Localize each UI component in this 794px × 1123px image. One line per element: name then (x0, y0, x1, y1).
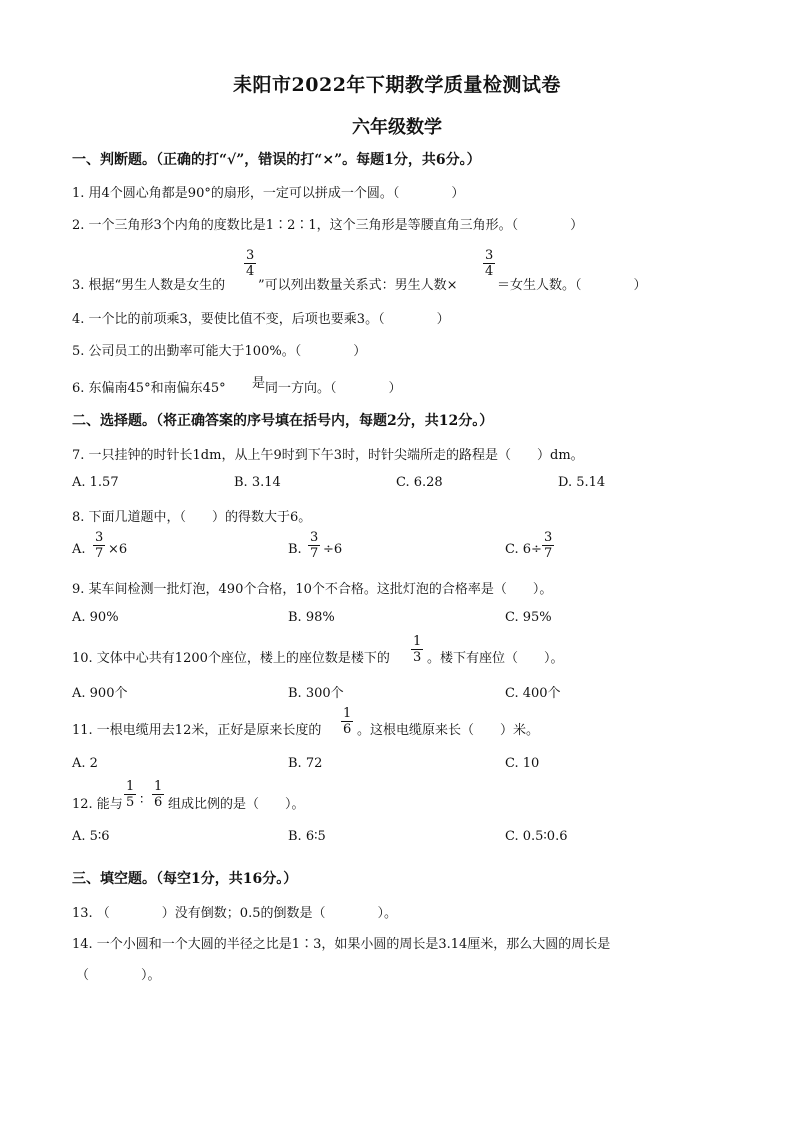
section-heading-fill: 三、填空题。（每空1分，共16分。） (72, 871, 298, 887)
fraction-denominator: 7 (95, 546, 104, 561)
question-10-option-c: C. 400个 (505, 686, 561, 701)
question-8-option-a-fraction (93, 530, 105, 561)
question-11-fraction (341, 706, 353, 737)
question-9-option-c: C. 95% (505, 610, 552, 625)
fraction-denominator: 6 (154, 795, 163, 810)
fraction-numerator: 1 (154, 779, 163, 794)
fraction-denominator: 3 (413, 650, 422, 665)
question-6-part-b: 是 (252, 376, 266, 391)
question-2: 2. 一个三角形3个内角的度数比是1∶2∶1，这个三角形是等腰直角三角形。（ ） (72, 218, 584, 233)
fraction-denominator: 7 (310, 546, 319, 561)
question-9: 9. 某车间检测一批灯泡，490个合格，10个不合格。这批灯泡的合格率是（ ）。 (72, 582, 553, 597)
question-11-option-b: B. 72 (288, 756, 323, 771)
question-6-part-c: 同一方向。（ ） (265, 381, 402, 396)
page-title: 耒阳市2022年下期教学质量检测试卷 (233, 74, 561, 96)
question-8-option-c-label: C. 6÷ (505, 542, 542, 557)
question-12-option-b: B. 6∶5 (288, 829, 326, 844)
question-3-fraction-1 (244, 248, 256, 279)
question-8-option-b-op: ÷6 (323, 542, 343, 557)
question-7-option-b: B. 3.14 (234, 475, 281, 490)
question-10-part-b: 。楼下有座位（ ）。 (427, 651, 564, 666)
question-12-fraction-2 (152, 779, 164, 810)
question-10-option-a: A. 900个 (72, 686, 128, 701)
fraction-numerator: 3 (544, 530, 553, 545)
question-10-fraction (411, 634, 423, 665)
question-3-part-c: ＝女生人数。（ ） (497, 278, 647, 293)
question-10-option-b: B. 300个 (288, 686, 344, 701)
question-4: 4. 一个比的前项乘3，要使比值不变，后项也要乘3。（ ） (72, 312, 450, 327)
question-8-option-a-op: ×6 (108, 542, 128, 557)
fraction-numerator: 3 (95, 530, 104, 545)
fraction-denominator: 5 (126, 795, 135, 810)
question-9-option-b: B. 98% (288, 610, 335, 625)
question-8-option-a-label: A. (72, 542, 86, 557)
fraction-numerator: 3 (246, 248, 255, 263)
fraction-denominator: 4 (485, 264, 494, 279)
question-7-option-d: D. 5.14 (558, 475, 606, 490)
page-subtitle: 六年级数学 (352, 117, 442, 138)
question-3-part-b: ”可以列出数量关系式：男生人数× (258, 278, 458, 293)
question-11-part-a: 11. 一根电缆用去12米，正好是原来长度的 (72, 723, 322, 738)
question-9-option-a: A. 90% (72, 610, 119, 625)
section-heading-judgment: 一、判断题。（正确的打“√”，错误的打“×”。每题1分，共6分。） (72, 152, 481, 168)
section-heading-choice: 二、选择题。（将正确答案的序号填在括号内，每题2分，共12分。） (72, 413, 494, 429)
fraction-denominator: 7 (544, 546, 553, 561)
question-12-option-c: C. 0.5∶0.6 (505, 829, 568, 844)
question-12-part-a: 12. 能与 (72, 797, 123, 812)
question-12-option-a: A. 5∶6 (72, 829, 110, 844)
fraction-numerator: 1 (413, 634, 422, 649)
question-8-option-b-label: B. (288, 542, 302, 557)
fraction-denominator: 6 (343, 722, 352, 737)
question-12-colon: ∶ (140, 793, 144, 808)
fraction-numerator: 1 (343, 706, 352, 721)
fraction-numerator: 3 (485, 248, 494, 263)
question-8: 8. 下面几道题中，（ ）的得数大于6。 (72, 510, 312, 525)
question-10-part-a: 10. 文体中心共有1200个座位，楼上的座位数是楼下的 (72, 651, 390, 666)
question-1: 1. 用4个圆心角都是90°的扇形，一定可以拼成一个圆。（ ） (72, 186, 465, 201)
fraction-denominator: 4 (246, 264, 255, 279)
question-6-part-a: 6. 东偏南45°和南偏东45° (72, 381, 226, 396)
question-7: 7. 一只挂钟的时针长1dm，从上午9时到下午3时，时针尖端所走的路程是（ ）dm。 (72, 448, 584, 463)
question-14-line-1: 14. 一个小圆和一个大圆的半径之比是1∶3，如果小圆的周长是3.14厘米，那么大圆的周长是 (72, 937, 611, 952)
question-5: 5. 公司员工的出勤率可能大于100%。（ ） (72, 344, 367, 359)
question-8-option-c-fraction (542, 530, 554, 561)
question-3-fraction-2 (483, 248, 495, 279)
question-12-fraction-1 (124, 779, 136, 810)
question-7-option-a: A. 1.57 (72, 475, 119, 490)
question-12-part-b: 组成比例的是（ ）。 (168, 797, 305, 812)
fraction-numerator: 1 (126, 779, 135, 794)
question-8-option-b-fraction (308, 530, 320, 561)
question-3-part-a: 3. 根据“男生人数是女生的 (72, 278, 226, 293)
question-14-line-2: （ ）。 (76, 968, 161, 983)
fraction-numerator: 3 (310, 530, 319, 545)
question-7-option-c: C. 6.28 (396, 475, 443, 490)
question-11-option-c: C. 10 (505, 756, 540, 771)
question-11-option-a: A. 2 (72, 756, 98, 771)
question-13: 13. （ ）没有倒数；0.5的倒数是（ ）。 (72, 906, 397, 921)
question-11-part-b: 。这根电缆原来长（ ）米。 (357, 723, 540, 738)
